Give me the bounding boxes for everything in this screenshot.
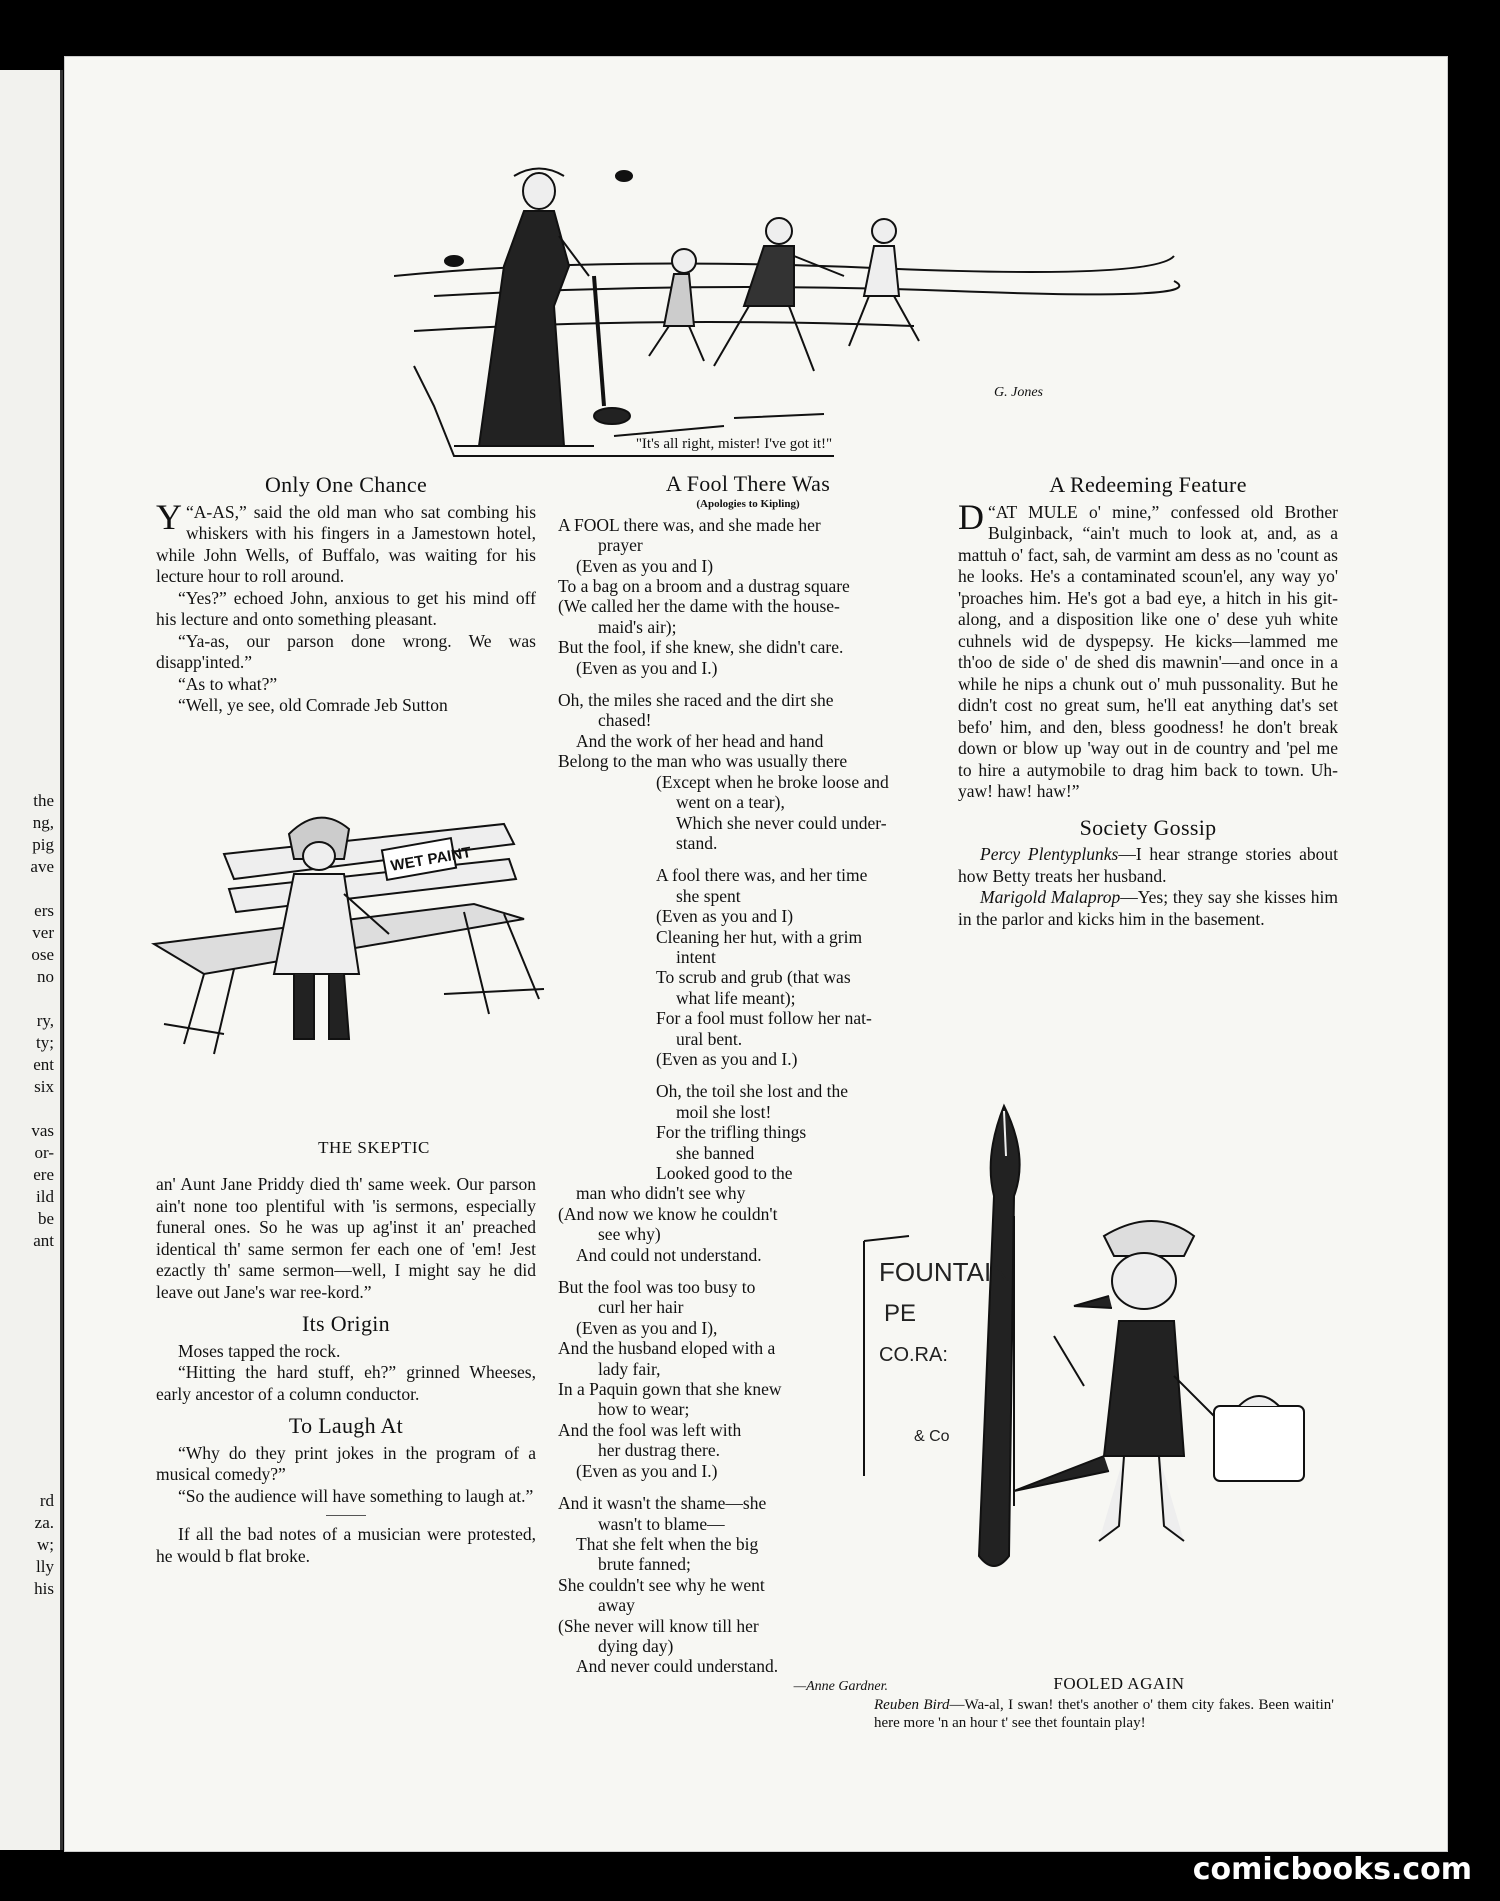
paragraph: “Well, ye see, old Comrade Jeb Sutton [178,695,448,715]
poem-line: see why) [598,1224,661,1245]
poem-line: wasn't to blame— [598,1513,725,1534]
article-heading-to-laugh-at: To Laugh At [288,1413,404,1438]
poem-line: prayer [598,535,643,556]
poem-line: how to wear; [598,1399,690,1420]
column-right [958,474,1338,930]
poem-line: But the fool was too busy to [558,1277,756,1298]
poem-line: And never could understand. [576,1656,779,1677]
previous-page-edge [0,70,63,1850]
poem-line: A fool there was, and her time [656,865,868,886]
poem-line: she banned [676,1142,755,1163]
poem-line: In a Paquin gown that she knew [558,1379,782,1400]
poem-line: intent [676,946,716,967]
article-heading-only-one-chance: Only One Chance [264,472,428,497]
poster-text: & Co [914,1428,950,1445]
poem-line: And the fool was left with [558,1419,742,1440]
poem-line: Which she never could under- [676,812,887,833]
paragraph: “Hitting the hard stuff, eh?” grinned Wheeses, early ancestor of a column conductor. [156,1362,536,1404]
poem-line: her dustrag there. [598,1440,720,1461]
poem-line: But the fool, if she knew, she didn't care. [558,637,844,658]
poster-text: FOUNTAIN [879,1257,1010,1287]
poem-line: (Even as you and I), [576,1317,718,1338]
poem-line: (Even as you and I) [576,555,714,576]
edge-text-fragment: ose [31,945,54,964]
poem-line: moil she lost! [676,1101,772,1122]
edge-text-fragment: za. [34,1513,54,1532]
poem-line: (She never will know till her [558,1615,759,1636]
divider [326,1515,366,1516]
site-watermark: comicbooks.com [1192,1852,1472,1887]
paragraph: “As to what?” [178,673,278,694]
poem-line: stand. [676,832,718,853]
edge-text-fragment: his [34,1579,54,1598]
poem-line: And it wasn't the shame—she [558,1493,767,1514]
edge-text-fragment: w; [37,1535,54,1554]
poster-text: PE [884,1300,917,1327]
poem-line: lady fair, [598,1358,661,1379]
skeptic-illustration [144,784,564,1084]
edge-text-fragment: ere [33,1165,54,1184]
top-cartoon-caption: "It's all right, mister! I've got it!" [635,436,833,452]
drop-cap: Y [156,496,182,537]
article-heading-redeeming-feature: A Redeeming Feature [1049,472,1247,497]
edge-text-fragment: lly [36,1557,54,1576]
edge-text-fragment: ty; [36,1033,54,1052]
paragraph: Percy Plentyplunks—I hear strange stories about how Betty treats her husband. [958,844,1338,886]
poem-author: —Anne Gardner. [793,1678,888,1694]
edge-text-fragment: vas [31,1121,54,1140]
edge-text-fragment: ver [32,923,54,942]
poem-line: (We called her the dame with the house- [558,596,840,617]
poem-line: A FOOL there was, and she made her [558,514,821,535]
poem-line: Belong to the man who was usually there [558,751,848,772]
wet-paint-sign: WET PAINT [389,843,473,875]
poster-text: CO.RA: [879,1344,948,1366]
drop-cap: D [958,496,984,537]
poem-line: ural bent. [676,1028,743,1049]
paragraph: “Why do they print jokes in the program of a musical comedy?” [156,1442,536,1484]
magazine-page [64,56,1448,1852]
poem-line: brute fanned; [598,1554,691,1575]
paragraph: “ D AT MULE o' mine,” confessed old Brother Bulginback, “ain't much to look at, and, as a mattuh o' fact, sah, de varmint am dess as no 'count as he looks. He's a contaminated scoun'el, any way yo' 'proaches him. He's got a bad eye, a hitch in his git-along, and a disposition like one o' dese yuh white cuhnels wid de dyspepsy. He kicks—lammed me th'oo de side o' de shed dis mawnin'—and once in a while he nips a chunk out o' muh pussonality. But he didn't cost no great sum, he'll eat anything dat's set befo' him, and den, bless goodness! he don't break down or blow up 'way out in de country and 'pel me to hire a autymobile to drag him back to town. Uh-yaw! haw! haw!” [958,496,1338,801]
paragraph: “Yes?” echoed John, anxious to get his mind off his lecture and onto something pleasant. [156,587,536,629]
poem-line: (Even as you and I.) [656,1048,798,1069]
top-cartoon-illustration [394,156,1184,476]
fooled-again-illustration [854,1096,1414,1656]
poem-line: Oh, the miles she raced and the dirt she [558,690,834,711]
poem-line: curl her hair [598,1297,684,1318]
edge-text-fragment: rd [39,1491,54,1510]
edge-text-fragment: the [33,791,54,810]
poem-line: For a fool must follow her nat- [656,1008,872,1029]
poem-line: dying day) [598,1635,674,1656]
poem-line: That she felt when the big [576,1533,759,1554]
poem-line: (Except when he broke loose and [656,771,889,792]
edge-text-fragment: ry, [36,1011,54,1030]
edge-text-fragment: ers [34,901,54,920]
poem-heading: A Fool There Was [665,471,831,496]
edge-text-fragment: ant [33,1231,54,1250]
poem-line: And the husband eloped with a [558,1338,776,1359]
paragraph: “ Y A-AS,” said the old man who sat combing his whiskers with his fingers in a Jamestown hotel, while John Wells, of Buffalo, was waiting for his lecture hour to roll around. [156,496,536,586]
poem-line: (Even as you and I.) [576,657,718,678]
edge-text-fragment: six [34,1077,54,1096]
paragraph: Marigold Malaprop—Yes; they say she kisses him in the parlor and kicks him in the basement. [958,887,1338,929]
fooled-again-dialogue: Reuben Bird—Wa-al, I swan! thet's another o' them city fakes. Been waitin' here more 'n an hour t' see thet fountain play! [874,1697,1334,1731]
stanza-break [558,678,938,690]
poem-line: To scrub and grub (that was [656,967,851,988]
poem-line: what life meant); [676,987,796,1008]
poem-line: (Even as you and I.) [576,1460,718,1481]
poem-line: away [598,1595,635,1616]
fooled-again-caption: FOOLED AGAIN [1053,1674,1185,1693]
poem-line: maid's air); [598,616,677,637]
edge-text-fragment: ave [30,857,54,876]
poem-line: she spent [676,885,741,906]
paragraph: Moses tapped the rock. [178,1340,341,1361]
article-heading-its-origin: Its Origin [302,1311,390,1336]
svg-text:G. Jones: G. Jones [994,385,1043,400]
edge-text-fragment: pig [32,835,54,854]
edge-text-fragment: ng, [32,813,54,832]
poem-line: chased! [598,710,652,731]
edge-text-fragment: be [37,1209,54,1228]
paragraph: If all the bad notes of a musician were protested, he would b flat broke. [156,1524,536,1566]
column-left [156,474,536,717]
stanza-break [558,853,938,865]
edge-text-fragment: ild [36,1187,54,1206]
poem-line: She couldn't see why he went [558,1574,765,1595]
edge-text-fragment: ent [33,1055,54,1074]
poem-line: went on a tear), [676,792,785,813]
poem-line: Cleaning her hut, with a grim [656,926,863,947]
stanza-break [558,1069,938,1081]
column-left-continued [156,1174,536,1567]
poem-line: And could not understand. [576,1244,762,1265]
edge-text-fragment: no [37,967,54,986]
paragraph: “So the audience will have something to laugh at.” [178,1485,534,1506]
poem-line: (Even as you and I) [656,906,794,927]
poem-line: (And now we know he couldn't [558,1203,778,1224]
poem-line: And the work of her head and hand [576,730,824,751]
paragraph: “Ya-as, our parson done wrong. We was disapp'inted.” [156,630,536,672]
poem-line: For the trifling things [656,1122,807,1143]
poem-subtitle: (Apologies to Kipling) [696,498,800,511]
poem-line: Looked good to the [656,1163,793,1183]
paragraph: an' Aunt Jane Priddy died th' same week. Our parson ain't none too plentiful with 'is sermons, especially funeral ones. So he was up ag'inst it an' preached identical th' same sermon fer each one of 'em! Jest ezactly th' same sermon—well, I might say he did leave out Jane's war ree-kord.” [156,1174,536,1302]
edge-text-fragment: or- [34,1143,54,1162]
poem-line: To a bag on a broom and a dustrag square [558,576,850,597]
poem-line: man who didn't see why [576,1183,746,1204]
poem-line: Oh, the toil she lost and the [656,1081,848,1102]
skeptic-caption: THE SKEPTIC [318,1138,430,1157]
article-heading-society-gossip: Society Gossip [1079,814,1217,840]
